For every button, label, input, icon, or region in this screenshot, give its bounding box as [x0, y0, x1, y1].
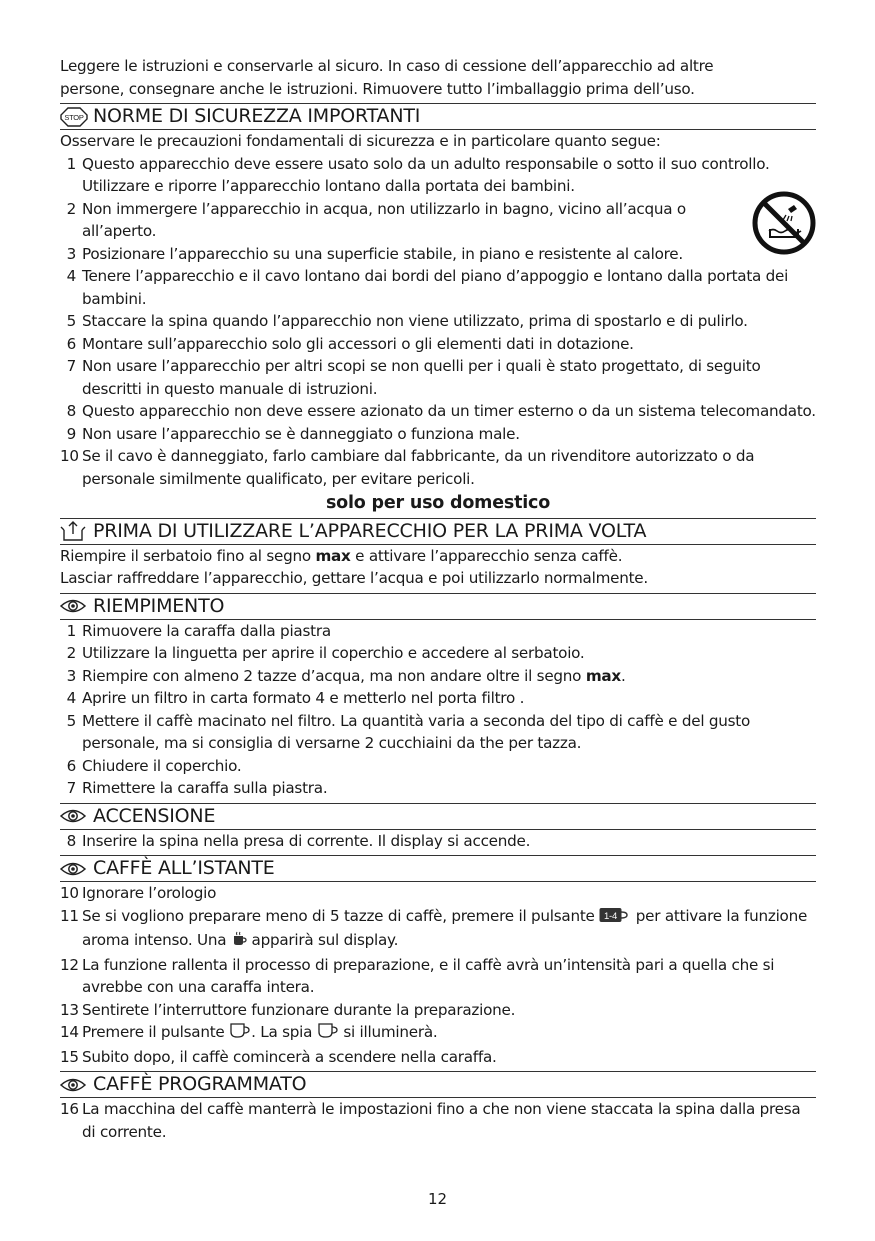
list-item: 12 La funzione rallenta il processo di preparazione, e il caffè avrà un’intensità pari a quella che si avrebbe con una caraffa intera. [60, 955, 775, 996]
list-item: 5 Staccare la spina quando l’apparecchio non viene utilizzato, prima di spostarlo e di pulirlo. [66, 312, 748, 330]
list-item: 10 Se il cavo è danneggiato, farlo cambiare dal fabbricante, da un rivenditore autorizzato o da personale similmente qualificato, per evitare pericoli. [60, 447, 755, 488]
first-use-line: Lasciar raffreddare l’apparecchio, gettare l’acqua e poi utilizzarlo normalmente. [60, 569, 648, 587]
section-header-switch-on [60, 803, 816, 830]
eye-icon [60, 858, 90, 880]
list-item: 10 Ignorare l’orologio [60, 884, 217, 902]
page-number: 12 [427, 1190, 448, 1208]
filling-list [60, 620, 816, 800]
aroma-cup-icon [231, 931, 247, 954]
list-item: 3 Posizionare l’apparecchio su una superficie stabile, in piano e resistente al calore. [66, 244, 683, 263]
list-item: 2 Non immergere l’apparecchio in acqua, non utilizzarlo in bagno, vicino all’acqua o all’aperto. [66, 199, 686, 240]
list-item: 16 La macchina del caffè manterrà le impostazioni fino a che non viene staccata la spina dalla presa di corrente. [60, 1100, 801, 1141]
eye-icon [60, 595, 90, 617]
list-item: 13 Sentirete l’interruttore funzionare durante la preparazione. [60, 1000, 516, 1019]
list-item: 1 Rimuovere la caraffa dalla piastra [66, 621, 331, 640]
safety-list [60, 153, 816, 491]
list-item: 7 Non usare l’apparecchio per altri scopi se non quelli per i quali è stato progettato, di seguito descritti in questo manuale di istruzioni. [66, 357, 761, 398]
aroma-button-label: 1-4 [604, 910, 618, 922]
list-item: 8 Inserire la spina nella presa di corrente. Il display si accende. [66, 831, 531, 850]
section-title: PRIMA DI UTILIZZARE L’APPARECCHIO PER LA PRIMA VOLTA [93, 519, 647, 542]
list-item: 4 Aprire un filtro in carta formato 4 e metterlo nel porta filtro . [66, 689, 525, 707]
list-item: 6 Montare sull’apparecchio solo gli accessori o gli elementi dati in dotazione. [66, 334, 634, 353]
intro-line: Leggere le istruzioni e conservarle al sicuro. In caso di cessione dell’apparecchio ad altre [60, 57, 714, 75]
section-header-filling [60, 593, 816, 620]
list-item: 4 Tenere l’apparecchio e il cavo lontano dai bordi del piano d’appoggio e lontano dalla portata dei bambini. [66, 267, 789, 308]
list-item: 9 Non usare l’apparecchio se è danneggiato o funziona male. [66, 424, 520, 443]
list-item: 2 Utilizzare la linguetta per aprire il coperchio e accedere al serbatoio. [66, 644, 585, 662]
switch-on-list [60, 830, 816, 853]
section-header-instant [60, 855, 816, 882]
intro [60, 55, 816, 100]
stop-icon-label: STOP [64, 112, 84, 122]
list-item: 14 Premere il pulsante . La spia si illuminerà. [60, 1021, 816, 1046]
section-header-programmed [60, 1071, 816, 1098]
section-title: NORME DI SICUREZZA IMPORTANTI [93, 105, 421, 128]
list-item: 1 Questo apparecchio deve essere usato solo da un adulto responsabile o sotto il suo controllo. Utilizzare e riporre l’apparecchio lontano dalla portata dei bambini. [66, 154, 770, 195]
aroma-button-icon [599, 907, 631, 930]
list-item: 15 Subito dopo, il caffè comincerà a scendere nella caraffa. [60, 1047, 497, 1066]
brew-button-icon [229, 1022, 251, 1046]
list-item: 3 Riempire con almeno 2 tazze d’acqua, ma non andare oltre il segno max. [66, 666, 626, 685]
instant-list [60, 882, 816, 1068]
section-title: CAFFÈ ALL’ISTANTE [93, 857, 275, 880]
list-item: 8 Questo apparecchio non deve essere azionato da un timer esterno o da un sistema telecomandato. [66, 402, 816, 420]
section-title: RIEMPIMENTO [93, 594, 225, 617]
section-title: ACCENSIONE [93, 804, 216, 827]
first-use-line: Riempire il serbatoio fino al segno max e attivare l’apparecchio senza caffè. [60, 546, 623, 565]
brew-light-icon [317, 1022, 339, 1046]
manual-page [60, 55, 816, 1143]
list-item: 5 Mettere il caffè macinato nel filtro. La quantità varia a seconda del tipo di caffè e del gusto personale, ma si consiglia di versarne 2 cucchiaini da the per tazza. [66, 711, 751, 752]
list-item: 6 Chiudere il coperchio. [66, 756, 242, 775]
eye-icon [60, 1074, 90, 1096]
list-item: 7 Rimettere la caraffa sulla piastra. [66, 779, 328, 797]
section-title: CAFFÈ PROGRAMMATO [93, 1073, 307, 1096]
list-item: 11 Se si vogliono preparare meno di 5 tazze di caffè, premere il pulsante 1-4 per attivare la funzione aroma intenso. Una apparirà sul display. [60, 905, 816, 954]
intro-line: persone, consegnare anche le istruzioni. Rimuovere tutto l’imballaggio prima dell’uso. [60, 79, 695, 98]
domestic-use-note: solo per uso domestico [325, 493, 551, 513]
section-header-first-use [60, 518, 816, 545]
programmed-list [60, 1098, 816, 1143]
section-header-safety [60, 103, 816, 130]
stop-icon [60, 106, 90, 128]
unpack-box-icon [60, 520, 90, 542]
eye-icon [60, 805, 90, 827]
safety-lead: Osservare le precauzioni fondamentali di sicurezza e in particolare quanto segue: [60, 132, 661, 150]
